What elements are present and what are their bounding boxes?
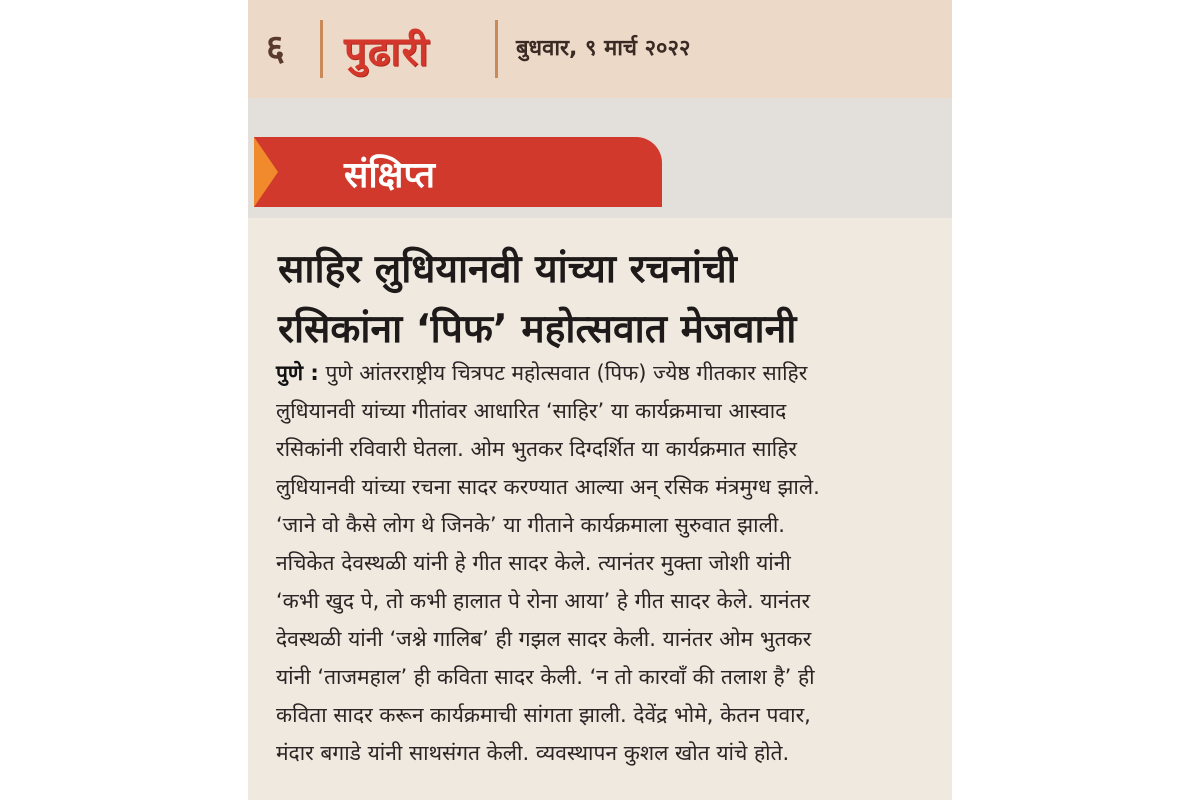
masthead-divider: [320, 20, 323, 78]
article-line: ‘कभी खुद पे, तो कभी हालात पे रोना आया’ हे गीत सादर केले. यानंतर: [276, 589, 811, 613]
ribbon-tab-icon: [254, 137, 278, 207]
masthead-divider: [495, 20, 498, 78]
issue-date: बुधवार, ९ मार्च २०२२: [516, 36, 691, 61]
article-line: कविता सादर करून कार्यक्रमाची सांगता झाली. देवेंद्र भोमे, केतन पवार,: [276, 703, 811, 727]
newspaper-clipping: [248, 0, 952, 800]
headline: [278, 240, 938, 360]
page-number: ६: [266, 27, 285, 69]
article-line: मंदार बगाडे यांनी साथसंगत केली. व्यवस्थापन कुशल खोत यांचे होते.: [276, 741, 790, 765]
article-line: लुधियानवी यांच्या गीतांवर आधारित ‘साहिर’ या कार्यक्रमाचा आस्वाद: [276, 399, 787, 423]
newspaper-logo: पुढारी: [344, 29, 430, 75]
article-line: देवस्थळी यांनी ‘जश्ने गालिब’ ही गझल सादर केली. यानंतर ओम भुतकर: [276, 627, 812, 651]
article-line: लुधियानवी यांच्या रचना सादर करण्यात आल्या अन् रसिक मंत्रमुग्ध झाले.: [276, 475, 820, 499]
article-line: नचिकेत देवस्थळी यांनी हे गीत सादर केले. त्यानंतर मुक्ता जोशी यांनी: [276, 551, 791, 575]
article-line: रसिकांनी रविवारी घेतला. ओम भुतकर दिग्दर्शित या कार्यक्रमात साहिर: [276, 437, 797, 461]
headline-line: साहिर लुधियानवी यांच्या रचनांची: [278, 247, 737, 292]
section-label: संक्षिप्त: [344, 155, 436, 196]
masthead: [248, 0, 952, 98]
article-body: [276, 354, 944, 772]
article-line: ‘जाने वो कैसे लोग थे जिनके’ या गीताने कार्यक्रमाला सुरुवात झाली.: [276, 513, 785, 537]
headline-line: रसिकांना ‘पिफ’ महोत्सवात मेजवानी: [278, 307, 797, 352]
article-line: यांनी ‘ताजमहाल’ ही कविता सादर केली. ‘न तो कारवाँ की तलाश है’ ही: [276, 665, 815, 689]
article-text: पुणे आंतरराष्ट्रीय चित्रपट महोत्सवात (पिफ) ज्येष्ठ गीतकार साहिर: [318, 361, 808, 385]
section-ribbon: [254, 137, 662, 207]
article-line: [276, 354, 944, 392]
dateline: पुणे :: [276, 361, 319, 385]
